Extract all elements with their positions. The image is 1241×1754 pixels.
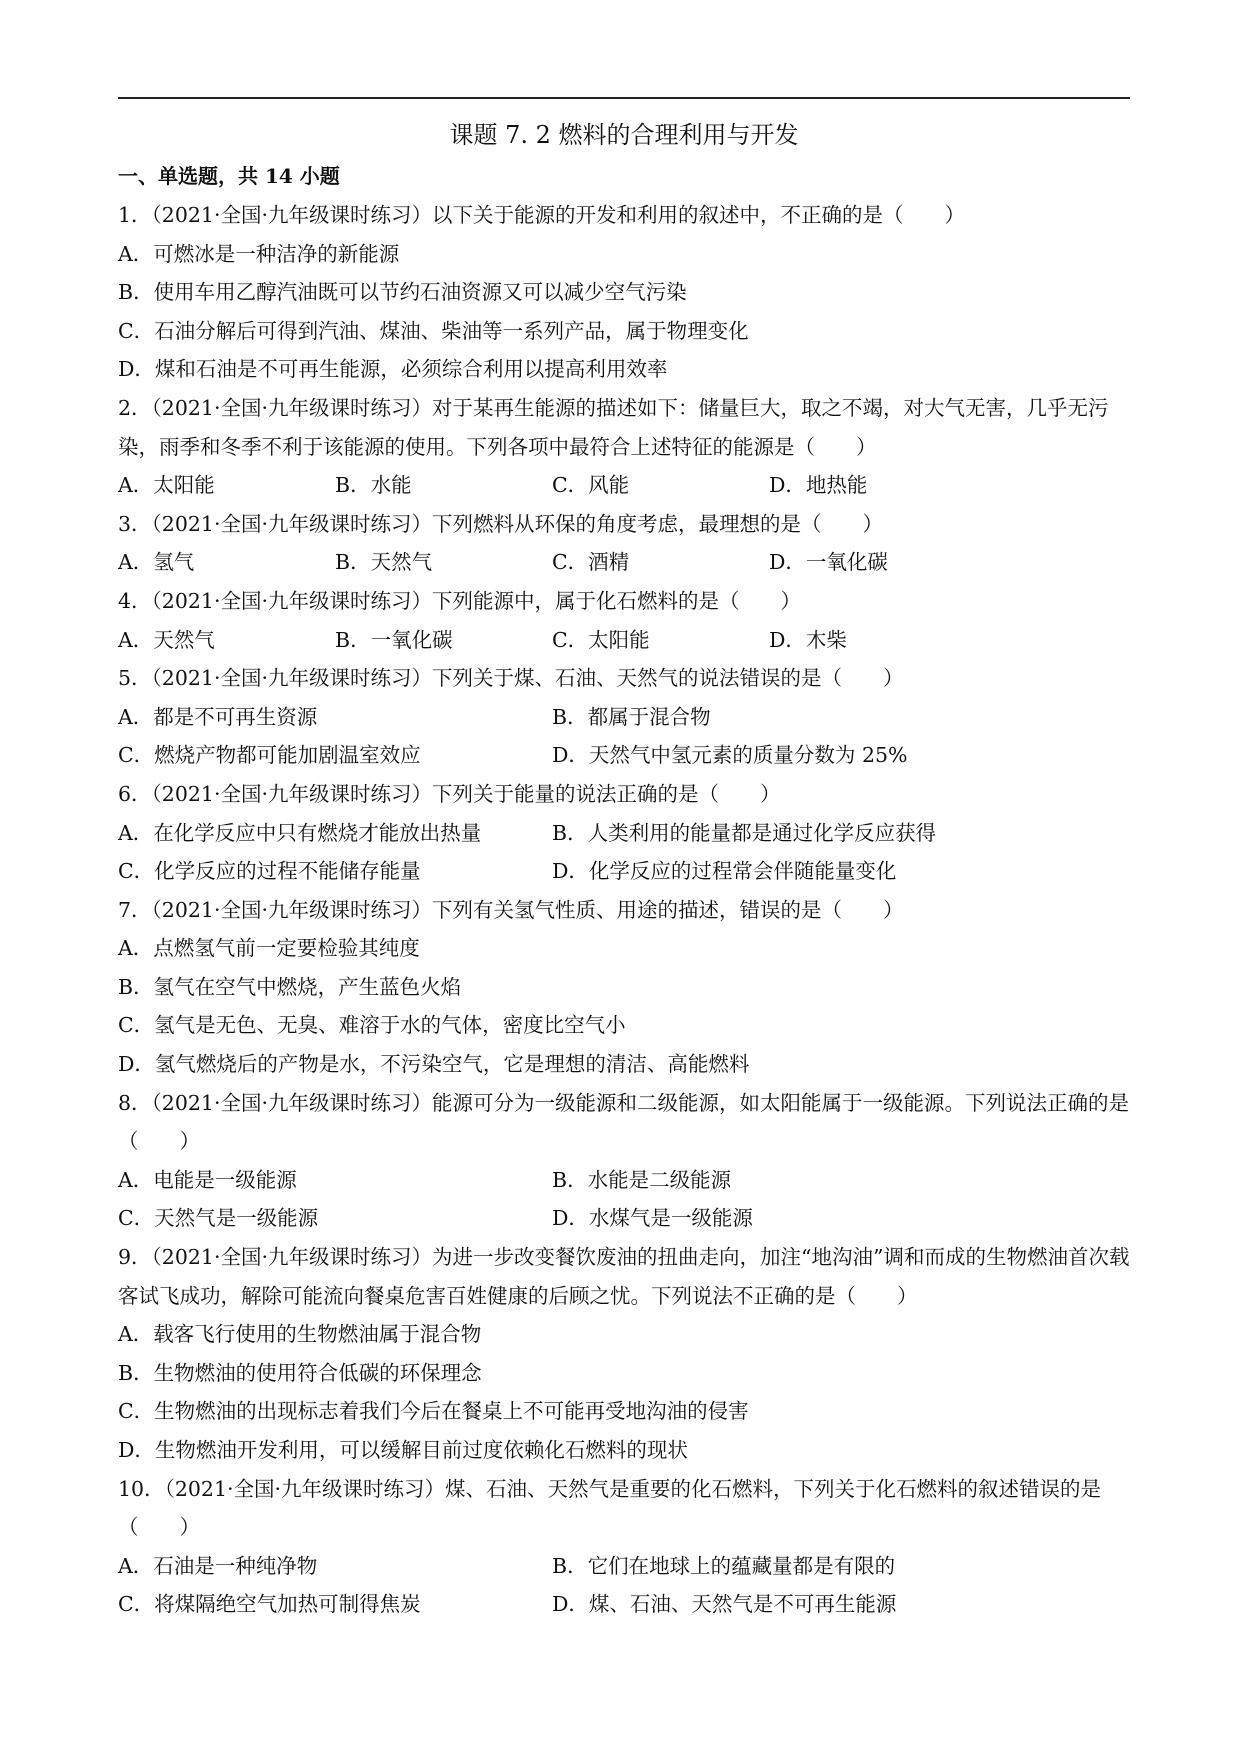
option-d: D．地热能	[769, 473, 868, 498]
option-c: C．生物燃油的出现标志着我们今后在餐桌上不可能再受地沟油的侵害	[118, 1399, 749, 1424]
header-rule	[118, 97, 1130, 99]
question-stem: 3．（2021·全国·九年级课时练习）下列燃料从环保的角度考虑，最理想的是（ ）	[118, 511, 883, 536]
option-a: A．都是不可再生资源	[118, 704, 318, 729]
question-3	[118, 505, 1130, 582]
question-6	[118, 775, 1130, 891]
question-stem: 7．（2021·全国·九年级课时练习）下列有关氢气性质、用途的描述，错误的是（ ）	[118, 897, 904, 922]
question-stem: 4．（2021·全国·九年级课时练习）下列能源中，属于化石燃料的是（ ）	[118, 588, 801, 613]
option-a: A．点燃氢气前一定要检验其纯度	[118, 936, 420, 961]
question-list	[118, 196, 1130, 1624]
question-2	[118, 389, 1130, 505]
option-a: A．载客飞行使用的生物燃油属于混合物	[118, 1322, 482, 1347]
option-d: D．化学反应的过程常会伴随能量变化	[552, 859, 897, 884]
question-stem: 6．（2021·全国·九年级课时练习）下列关于能量的说法正确的是（ ）	[118, 781, 781, 806]
option-c: C．石油分解后可得到汽油、煤油、柴油等一系列产品，属于物理变化	[118, 318, 749, 343]
option-a: A．氢气	[118, 550, 195, 575]
option-b: B．水能	[335, 473, 412, 498]
option-d: D．氢气燃烧后的产物是水，不污染空气，它是理想的清洁、高能燃料	[118, 1052, 750, 1077]
question-stem: 9．（2021·全国·九年级课时练习）为进一步改变餐饮废油的扭曲走向，加注“地沟油”调和而成的生物燃油首次载客试飞成功，解除可能流向餐桌危害百姓健康的后顾之忧。下列说法不正确的是（ ）	[118, 1245, 1130, 1308]
option-b: B．它们在地球上的蕴藏量都是有限的	[552, 1553, 896, 1578]
question-1	[118, 196, 1130, 389]
option-b: B．水能是二级能源	[552, 1167, 732, 1192]
question-8	[118, 1084, 1130, 1238]
option-a: A．在化学反应中只有燃烧才能放出热量	[118, 820, 482, 845]
option-b: B．使用车用乙醇汽油既可以节约石油资源又可以减少空气污染	[118, 280, 687, 305]
option-b: B．一氧化碳	[335, 627, 453, 652]
option-a: A．电能是一级能源	[118, 1167, 297, 1192]
question-stem: 10．（2021·全国·九年级课时练习）煤、石油、天然气是重要的化石燃料，下列关于化石燃料的叙述错误的是（ ）	[118, 1476, 1102, 1540]
option-c: C．氢气是无色、无臭、难溶于水的气体，密度比空气小	[118, 1013, 626, 1038]
option-b: B．天然气	[335, 550, 433, 575]
question-stem: 8．（2021·全国·九年级课时练习）能源可分为一级能源和二级能源，如太阳能属于一级能源。下列说法正确的是（ ）	[118, 1090, 1129, 1154]
option-c: C．化学反应的过程不能储存能量	[118, 859, 421, 884]
option-d: D．煤和石油是不可再生能源，必须综合利用以提高利用效率	[118, 357, 668, 382]
question-5	[118, 659, 1130, 775]
option-d: D．天然气中氢元素的质量分数为 25%	[552, 743, 908, 768]
option-c: C．燃烧产物都可能加剧温室效应	[118, 743, 421, 768]
section-heading: 一、单选题，共 14 小题	[118, 164, 340, 188]
option-b: B．生物燃油的使用符合低碳的环保理念	[118, 1360, 482, 1385]
option-d: D．煤、石油、天然气是不可再生能源	[552, 1592, 897, 1617]
option-b: B．氢气在空气中燃烧，产生蓝色火焰	[118, 974, 462, 999]
option-d: D．木柴	[769, 627, 847, 652]
option-a: A．太阳能	[118, 473, 215, 498]
question-7	[118, 891, 1130, 1084]
option-a: A．天然气	[118, 627, 215, 652]
option-c: C．将煤隔绝空气加热可制得焦炭	[118, 1592, 421, 1617]
option-d: D．一氧化碳	[769, 550, 888, 575]
document-title: 课题 7. 2 燃料的合理利用与开发	[449, 121, 799, 149]
option-b: B．人类利用的能量都是通过化学反应获得	[552, 820, 937, 845]
option-a: A．石油是一种纯净物	[118, 1553, 318, 1578]
option-a: A．可燃冰是一种洁净的新能源	[118, 241, 400, 266]
option-d: D．水煤气是一级能源	[552, 1206, 753, 1231]
option-b: B．都属于混合物	[552, 704, 711, 729]
option-d: D．生物燃油开发利用，可以缓解目前过度依赖化石燃料的现状	[118, 1438, 688, 1462]
question-stem: 5．（2021·全国·九年级课时练习）下列关于煤、石油、天然气的说法错误的是（ ）	[118, 666, 904, 691]
option-c: C．酒精	[552, 550, 630, 575]
question-stem: 2．（2021·全国·九年级课时练习）对于某再生能源的描述如下：储量巨大，取之不竭，对大气无害，几乎无污染，雨季和冬季不利于该能源的使用。下列各项中最符合上述特征的能源是（ ）	[118, 395, 1109, 459]
option-c: C．太阳能	[552, 627, 650, 652]
question-stem: 1．（2021·全国·九年级课时练习）以下关于能源的开发和利用的叙述中，不正确的是（ ）	[118, 203, 965, 227]
question-9	[118, 1238, 1130, 1470]
option-c: C．风能	[552, 473, 630, 498]
question-10	[118, 1470, 1130, 1624]
option-c: C．天然气是一级能源	[118, 1206, 319, 1231]
question-4	[118, 582, 1130, 659]
